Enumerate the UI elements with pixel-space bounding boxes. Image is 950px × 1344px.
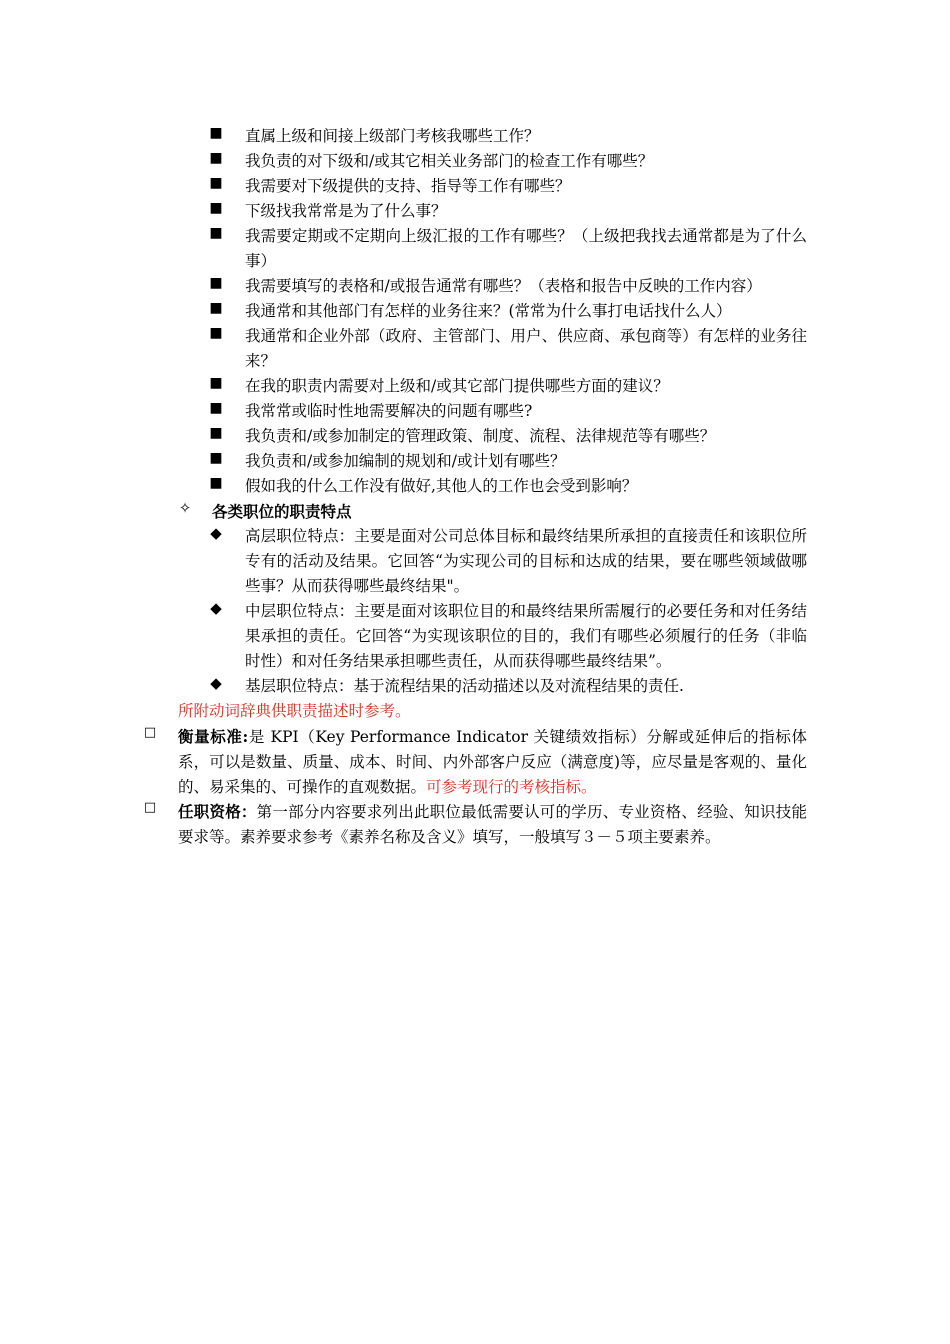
black-square-bullet-icon: ■ (209, 200, 223, 216)
black-diamond-bullet-icon: ◆ (210, 524, 222, 542)
white-square-bullet-icon: □ (143, 800, 157, 815)
question-text: 我常常或临时性地需要解决的问题有哪些? (245, 402, 533, 420)
question-text: 假如我的什么工作没有做好,其他人的工作也会受到影响？ (245, 477, 638, 495)
measure-label: 衡量标准: (178, 727, 249, 746)
question-text: 在我的职责内需要对上级和/或其它部门提供哪些方面的建议？ (245, 377, 669, 395)
question-text: 我负责和/或参加制定的管理政策、制度、流程、法律规范等有哪些？ (245, 427, 716, 445)
black-square-bullet-icon: ■ (209, 400, 223, 416)
black-square-bullet-icon: ■ (209, 450, 223, 466)
question-text: 我需要填写的表格和/或报告通常有哪些？（表格和报告中反映的工作内容） (245, 277, 762, 295)
section-heading: 各类职位的职责特点 (212, 502, 352, 521)
measure-paragraph (178, 724, 807, 800)
black-square-bullet-icon: ■ (209, 125, 223, 141)
black-square-bullet-icon: ■ (209, 150, 223, 166)
black-diamond-bullet-icon: ◆ (210, 674, 222, 692)
black-square-bullet-icon: ■ (209, 475, 223, 491)
black-square-bullet-icon: ■ (209, 425, 223, 441)
black-square-bullet-icon: ■ (209, 300, 223, 316)
measure-red-note: 可参考现行的考核指标。 (426, 778, 597, 796)
black-square-bullet-icon: ■ (209, 275, 223, 291)
white-square-bullet-icon: □ (143, 725, 157, 740)
question-text: 我通常和其他部门有怎样的业务往来？(常常为什么事打电话找什么人） (245, 302, 732, 320)
black-diamond-bullet-icon: ◆ (210, 599, 222, 617)
question-text: 我负责的对下级和/或其它相关业务部门的检查工作有哪些？ (245, 152, 654, 170)
position-text: 高层职位特点：主要是面对公司总体目标和最终结果所承担的直接责任和该职位所专有的活动及结果。它回答“为实现公司的目标和达成的结果，要在哪些领域做哪些事？从而获得哪些最终结果"。 (245, 527, 807, 595)
question-text: 我负责和/或参加编制的规划和/或计划有哪些？ (245, 452, 566, 470)
question-text: 直属上级和间接上级部门考核我哪些工作？ (245, 127, 540, 145)
four-point-star-bullet-icon: ✧ (178, 499, 192, 517)
position-text: 中层职位特点：主要是面对该职位目的和最终结果所需履行的必要任务和对任务结果承担的责任。它回答“为实现该职位的目的，我们有哪些必须履行的任务（非临时性）和对任务结果承担哪些责任，从而获得哪些最终结果”。 (245, 602, 807, 670)
qualify-paragraph (178, 799, 807, 850)
black-square-bullet-icon: ■ (209, 375, 223, 391)
qualify-label: 任职资格： (178, 802, 257, 821)
black-square-bullet-icon: ■ (209, 325, 223, 341)
black-square-bullet-icon: ■ (209, 175, 223, 191)
qualify-body: 第一部分内容要求列出此职位最低需要认可的学历、专业资格、经验、知识技能要求等。素养要求参考《素养名称及含义》填写，一般填写３－５项主要素养。 (178, 803, 807, 846)
red-note: 所附动词辞典供职责描述时参考。 (178, 702, 411, 720)
position-text: 基层职位特点：基于流程结果的活动描述以及对流程结果的责任. (245, 677, 684, 695)
question-text: 我通常和企业外部（政府、主管部门、用户、供应商、承包商等）有怎样的业务往来？ (245, 327, 807, 370)
question-text: 下级找我常常是为了什么事？ (245, 202, 447, 220)
measure-body: 是 KPI（Key Performance Indicator 关键绩效指标）分解或延伸后的指标体系，可以是数量、质量、成本、时间、内外部客户反应（满意度)等，应尽量是客观的、量化的、易采集的、可操作的直观数据。 (178, 728, 807, 796)
question-text: 我需要对下级提供的支持、指导等工作有哪些？ (245, 177, 571, 195)
question-text: 我需要定期或不定期向上级汇报的工作有哪些？（上级把我找去通常都是为了什么事） (245, 227, 807, 270)
black-square-bullet-icon: ■ (209, 225, 223, 241)
